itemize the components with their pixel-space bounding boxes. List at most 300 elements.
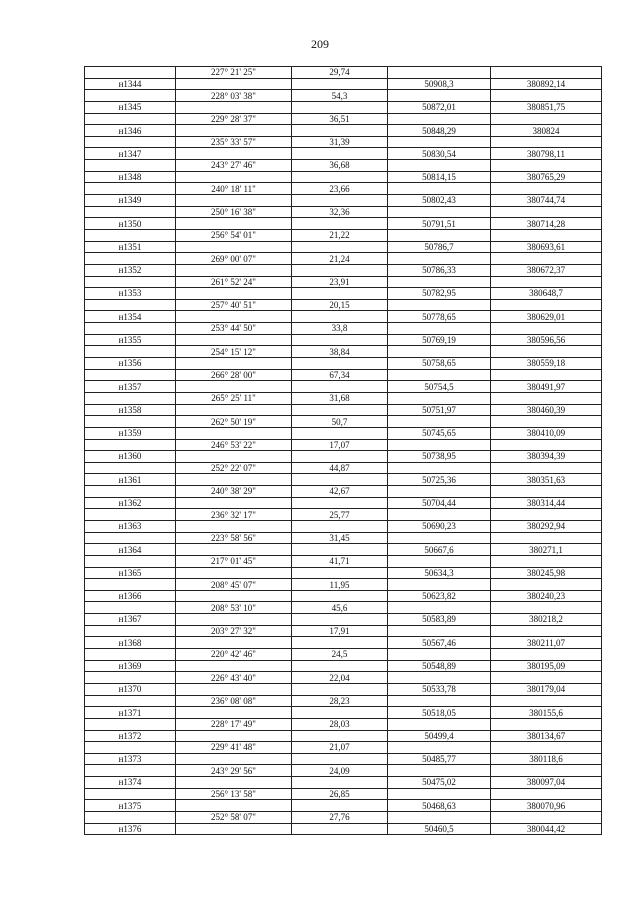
empty-angle-cell (176, 730, 292, 742)
empty-angle-cell (176, 358, 292, 370)
x-coordinate-cell: 50499,4 (388, 730, 491, 742)
direction-angle-cell: 208° 53' 10" (176, 602, 292, 614)
empty-point-cell (85, 718, 176, 730)
y-coordinate-cell: 380648,7 (491, 288, 602, 300)
y-coordinate-cell: 380097,04 (491, 777, 602, 789)
distance-cell: 36,68 (292, 160, 388, 172)
empty-x-cell (388, 136, 491, 148)
point-name-cell: н1374 (85, 777, 176, 789)
empty-point-cell (85, 765, 176, 777)
direction-angle-cell: 223° 58' 56" (176, 532, 292, 544)
y-coordinate-cell: 380195,09 (491, 660, 602, 672)
point-row (85, 195, 602, 207)
empty-angle-cell (176, 218, 292, 230)
point-row (85, 660, 602, 672)
empty-angle-cell (176, 707, 292, 719)
segment-row (85, 695, 602, 707)
empty-distance-cell (292, 125, 388, 137)
empty-point-cell (85, 602, 176, 614)
segment-row (85, 90, 602, 102)
x-coordinate-cell: 50518,05 (388, 707, 491, 719)
empty-y-cell (491, 532, 602, 544)
x-coordinate-cell: 50667,6 (388, 544, 491, 556)
empty-point-cell (85, 649, 176, 661)
point-name-cell: н1364 (85, 544, 176, 556)
y-coordinate-cell: 380240,23 (491, 590, 602, 602)
distance-cell: 67,34 (292, 369, 388, 381)
point-row (85, 78, 602, 90)
distance-cell: 38,84 (292, 346, 388, 358)
empty-x-cell (388, 206, 491, 218)
point-row (85, 520, 602, 532)
point-name-cell: н1354 (85, 311, 176, 323)
empty-point-cell (85, 695, 176, 707)
empty-distance-cell (292, 474, 388, 486)
empty-x-cell (388, 369, 491, 381)
distance-cell: 24,09 (292, 765, 388, 777)
direction-angle-cell: 229° 41' 48" (176, 742, 292, 754)
x-coordinate-cell: 50690,23 (388, 520, 491, 532)
empty-angle-cell (176, 497, 292, 509)
empty-x-cell (388, 346, 491, 358)
empty-point-cell (85, 788, 176, 800)
empty-point-cell (85, 672, 176, 684)
empty-angle-cell (176, 590, 292, 602)
direction-angle-cell: 250° 16' 38" (176, 206, 292, 218)
empty-point-cell (85, 113, 176, 125)
distance-cell: 44,87 (292, 462, 388, 474)
point-name-cell: н1352 (85, 264, 176, 276)
empty-distance-cell (292, 567, 388, 579)
empty-x-cell (388, 253, 491, 265)
segment-row (85, 369, 602, 381)
empty-angle-cell (176, 637, 292, 649)
point-name-cell: н1360 (85, 451, 176, 463)
point-name-cell: н1349 (85, 195, 176, 207)
empty-distance-cell (292, 520, 388, 532)
empty-angle-cell (176, 474, 292, 486)
empty-x-cell (388, 742, 491, 754)
y-coordinate-cell: 380851,75 (491, 101, 602, 113)
empty-angle-cell (176, 311, 292, 323)
direction-angle-cell: 252° 58' 07" (176, 812, 292, 824)
empty-angle-cell (176, 823, 292, 835)
distance-cell: 26,85 (292, 788, 388, 800)
empty-distance-cell (292, 614, 388, 626)
direction-angle-cell: 262° 50' 19" (176, 416, 292, 428)
empty-y-cell (491, 695, 602, 707)
point-row (85, 637, 602, 649)
empty-x-cell (388, 649, 491, 661)
empty-angle-cell (176, 334, 292, 346)
direction-angle-cell: 203° 27' 32" (176, 625, 292, 637)
empty-point-cell (85, 416, 176, 428)
y-coordinate-cell: 380460,39 (491, 404, 602, 416)
empty-point-cell (85, 625, 176, 637)
point-name-cell: н1344 (85, 78, 176, 90)
empty-x-cell (388, 812, 491, 824)
segment-row (85, 183, 602, 195)
empty-y-cell (491, 323, 602, 335)
segment-row (85, 718, 602, 730)
segment-row (85, 602, 602, 614)
point-name-cell: н1357 (85, 381, 176, 393)
empty-angle-cell (176, 264, 292, 276)
empty-distance-cell (292, 451, 388, 463)
direction-angle-cell: 208° 45' 07" (176, 579, 292, 591)
empty-angle-cell (176, 195, 292, 207)
empty-distance-cell (292, 753, 388, 765)
x-coordinate-cell: 50485,77 (388, 753, 491, 765)
y-coordinate-cell: 380596,56 (491, 334, 602, 346)
point-name-cell: н1358 (85, 404, 176, 416)
empty-point-cell (85, 160, 176, 172)
empty-x-cell (388, 695, 491, 707)
direction-angle-cell: 269° 00' 07" (176, 253, 292, 265)
empty-y-cell (491, 672, 602, 684)
empty-x-cell (388, 602, 491, 614)
y-coordinate-cell: 380070,96 (491, 800, 602, 812)
point-name-cell: н1371 (85, 707, 176, 719)
point-row (85, 683, 602, 695)
y-coordinate-cell: 380351,63 (491, 474, 602, 486)
empty-angle-cell (176, 800, 292, 812)
empty-angle-cell (176, 171, 292, 183)
y-coordinate-cell: 380744,74 (491, 195, 602, 207)
empty-y-cell (491, 67, 602, 79)
empty-point-cell (85, 392, 176, 404)
distance-cell: 42,67 (292, 486, 388, 498)
empty-distance-cell (292, 334, 388, 346)
distance-cell: 22,04 (292, 672, 388, 684)
point-row (85, 614, 602, 626)
distance-cell: 11,95 (292, 579, 388, 591)
empty-distance-cell (292, 264, 388, 276)
empty-y-cell (491, 462, 602, 474)
distance-cell: 41,71 (292, 555, 388, 567)
point-row (85, 311, 602, 323)
segment-row (85, 579, 602, 591)
y-coordinate-cell: 380765,29 (491, 171, 602, 183)
empty-distance-cell (292, 590, 388, 602)
y-coordinate-cell: 380134,67 (491, 730, 602, 742)
direction-angle-cell: 217° 01' 45" (176, 555, 292, 567)
segment-row (85, 253, 602, 265)
point-row (85, 753, 602, 765)
y-coordinate-cell: 380394,39 (491, 451, 602, 463)
empty-y-cell (491, 113, 602, 125)
point-row (85, 567, 602, 579)
empty-y-cell (491, 90, 602, 102)
point-name-cell: н1369 (85, 660, 176, 672)
segment-row (85, 625, 602, 637)
empty-y-cell (491, 229, 602, 241)
point-row (85, 288, 602, 300)
empty-y-cell (491, 555, 602, 567)
point-row (85, 358, 602, 370)
empty-point-cell (85, 742, 176, 754)
x-coordinate-cell: 50533,78 (388, 683, 491, 695)
y-coordinate-cell: 380693,61 (491, 241, 602, 253)
point-row (85, 544, 602, 556)
empty-point-cell (85, 136, 176, 148)
empty-distance-cell (292, 683, 388, 695)
empty-point-cell (85, 253, 176, 265)
empty-point-cell (85, 579, 176, 591)
distance-cell: 45,6 (292, 602, 388, 614)
empty-y-cell (491, 486, 602, 498)
empty-point-cell (85, 439, 176, 451)
segment-row (85, 532, 602, 544)
empty-point-cell (85, 509, 176, 521)
empty-x-cell (388, 486, 491, 498)
empty-x-cell (388, 90, 491, 102)
direction-angle-cell: 246° 53' 22" (176, 439, 292, 451)
x-coordinate-cell: 50778,65 (388, 311, 491, 323)
segment-row (85, 672, 602, 684)
empty-x-cell (388, 765, 491, 777)
empty-y-cell (491, 602, 602, 614)
empty-distance-cell (292, 427, 388, 439)
empty-distance-cell (292, 195, 388, 207)
empty-distance-cell (292, 637, 388, 649)
empty-distance-cell (292, 497, 388, 509)
distance-cell: 23,91 (292, 276, 388, 288)
empty-point-cell (85, 229, 176, 241)
segment-row (85, 788, 602, 800)
empty-x-cell (388, 299, 491, 311)
empty-y-cell (491, 439, 602, 451)
y-coordinate-cell: 380155,6 (491, 707, 602, 719)
distance-cell: 21,24 (292, 253, 388, 265)
x-coordinate-cell: 50583,89 (388, 614, 491, 626)
empty-y-cell (491, 160, 602, 172)
empty-x-cell (388, 392, 491, 404)
empty-y-cell (491, 346, 602, 358)
y-coordinate-cell: 380314,44 (491, 497, 602, 509)
distance-cell: 24,5 (292, 649, 388, 661)
segment-row (85, 299, 602, 311)
direction-angle-cell: 228° 03' 38" (176, 90, 292, 102)
empty-y-cell (491, 183, 602, 195)
empty-x-cell (388, 113, 491, 125)
distance-cell: 28,23 (292, 695, 388, 707)
empty-point-cell (85, 532, 176, 544)
empty-x-cell (388, 625, 491, 637)
distance-cell: 31,39 (292, 136, 388, 148)
point-row (85, 707, 602, 719)
segment-row (85, 765, 602, 777)
empty-y-cell (491, 299, 602, 311)
y-coordinate-cell: 380179,04 (491, 683, 602, 695)
empty-y-cell (491, 369, 602, 381)
y-coordinate-cell: 380892,14 (491, 78, 602, 90)
empty-angle-cell (176, 614, 292, 626)
y-coordinate-cell: 380629,01 (491, 311, 602, 323)
x-coordinate-cell: 50745,65 (388, 427, 491, 439)
point-row (85, 823, 602, 835)
direction-angle-cell: 266° 28' 00" (176, 369, 292, 381)
x-coordinate-cell: 50908,3 (388, 78, 491, 90)
empty-angle-cell (176, 520, 292, 532)
empty-y-cell (491, 392, 602, 404)
segment-row (85, 206, 602, 218)
empty-point-cell (85, 299, 176, 311)
empty-x-cell (388, 229, 491, 241)
empty-y-cell (491, 718, 602, 730)
segment-row (85, 160, 602, 172)
direction-angle-cell: 253° 44' 50" (176, 323, 292, 335)
x-coordinate-cell: 50548,89 (388, 660, 491, 672)
empty-y-cell (491, 742, 602, 754)
empty-distance-cell (292, 358, 388, 370)
x-coordinate-cell: 50802,43 (388, 195, 491, 207)
point-name-cell: н1366 (85, 590, 176, 602)
point-row (85, 334, 602, 346)
empty-y-cell (491, 788, 602, 800)
x-coordinate-cell: 50623,82 (388, 590, 491, 602)
empty-distance-cell (292, 707, 388, 719)
empty-y-cell (491, 136, 602, 148)
distance-cell: 27,76 (292, 812, 388, 824)
empty-y-cell (491, 579, 602, 591)
empty-x-cell (388, 160, 491, 172)
point-name-cell: н1373 (85, 753, 176, 765)
empty-point-cell (85, 183, 176, 195)
segment-row (85, 486, 602, 498)
x-coordinate-cell: 50725,36 (388, 474, 491, 486)
empty-angle-cell (176, 125, 292, 137)
empty-angle-cell (176, 451, 292, 463)
point-name-cell: н1361 (85, 474, 176, 486)
empty-x-cell (388, 532, 491, 544)
direction-angle-cell: 243° 29' 56" (176, 765, 292, 777)
point-row (85, 427, 602, 439)
distance-cell: 31,45 (292, 532, 388, 544)
empty-angle-cell (176, 427, 292, 439)
x-coordinate-cell: 50751,97 (388, 404, 491, 416)
x-coordinate-cell: 50786,33 (388, 264, 491, 276)
direction-angle-cell: 220° 42' 46" (176, 649, 292, 661)
direction-angle-cell: 256° 13' 58" (176, 788, 292, 800)
point-row (85, 125, 602, 137)
x-coordinate-cell: 50460,5 (388, 823, 491, 835)
empty-distance-cell (292, 171, 388, 183)
direction-angle-cell: 240° 18' 11" (176, 183, 292, 195)
point-row (85, 404, 602, 416)
empty-point-cell (85, 206, 176, 218)
point-row (85, 474, 602, 486)
empty-distance-cell (292, 730, 388, 742)
empty-point-cell (85, 346, 176, 358)
empty-distance-cell (292, 241, 388, 253)
point-name-cell: н1350 (85, 218, 176, 230)
empty-x-cell (388, 276, 491, 288)
point-name-cell: н1347 (85, 148, 176, 160)
point-name-cell: н1375 (85, 800, 176, 812)
empty-y-cell (491, 765, 602, 777)
y-coordinate-cell: 380118,6 (491, 753, 602, 765)
empty-angle-cell (176, 753, 292, 765)
point-name-cell: н1356 (85, 358, 176, 370)
point-row (85, 730, 602, 742)
empty-distance-cell (292, 823, 388, 835)
direction-angle-cell: 226° 43' 40" (176, 672, 292, 684)
distance-cell: 21,07 (292, 742, 388, 754)
y-coordinate-cell: 380271,1 (491, 544, 602, 556)
point-name-cell: н1353 (85, 288, 176, 300)
y-coordinate-cell: 380410,09 (491, 427, 602, 439)
empty-angle-cell (176, 777, 292, 789)
segment-row (85, 812, 602, 824)
distance-cell: 17,91 (292, 625, 388, 637)
empty-x-cell (388, 183, 491, 195)
distance-cell: 25,77 (292, 509, 388, 521)
empty-x-cell (388, 67, 491, 79)
empty-point-cell (85, 323, 176, 335)
direction-angle-cell: 254° 15' 12" (176, 346, 292, 358)
segment-row (85, 323, 602, 335)
empty-x-cell (388, 462, 491, 474)
distance-cell: 50,7 (292, 416, 388, 428)
point-name-cell: н1372 (85, 730, 176, 742)
direction-angle-cell: 236° 08' 08" (176, 695, 292, 707)
empty-angle-cell (176, 660, 292, 672)
empty-angle-cell (176, 381, 292, 393)
empty-y-cell (491, 416, 602, 428)
point-name-cell: н1355 (85, 334, 176, 346)
empty-distance-cell (292, 148, 388, 160)
x-coordinate-cell: 50754,5 (388, 381, 491, 393)
page-number: 209 (311, 37, 329, 51)
direction-angle-cell: 227° 21' 25" (176, 67, 292, 79)
direction-angle-cell: 235° 33' 57" (176, 136, 292, 148)
distance-cell: 17,07 (292, 439, 388, 451)
distance-cell: 20,15 (292, 299, 388, 311)
point-name-cell: н1367 (85, 614, 176, 626)
y-coordinate-cell: 380211,07 (491, 637, 602, 649)
empty-distance-cell (292, 101, 388, 113)
y-coordinate-cell: 380798,11 (491, 148, 602, 160)
empty-point-cell (85, 90, 176, 102)
coordinates-table-body (85, 67, 602, 835)
point-row (85, 101, 602, 113)
distance-cell: 29,74 (292, 67, 388, 79)
point-name-cell: н1351 (85, 241, 176, 253)
direction-angle-cell: 228° 17' 49" (176, 718, 292, 730)
point-name-cell: н1365 (85, 567, 176, 579)
x-coordinate-cell: 50848,29 (388, 125, 491, 137)
empty-x-cell (388, 323, 491, 335)
empty-distance-cell (292, 404, 388, 416)
x-coordinate-cell: 50758,65 (388, 358, 491, 370)
direction-angle-cell: 256° 54' 01" (176, 229, 292, 241)
point-row (85, 777, 602, 789)
empty-point-cell (85, 812, 176, 824)
empty-point-cell (85, 369, 176, 381)
distance-cell: 32,36 (292, 206, 388, 218)
distance-cell: 33,8 (292, 323, 388, 335)
empty-distance-cell (292, 800, 388, 812)
direction-angle-cell: 243° 27' 46" (176, 160, 292, 172)
direction-angle-cell: 236° 32' 17" (176, 509, 292, 521)
empty-angle-cell (176, 241, 292, 253)
empty-point-cell (85, 67, 176, 79)
empty-angle-cell (176, 567, 292, 579)
empty-y-cell (491, 625, 602, 637)
empty-y-cell (491, 206, 602, 218)
y-coordinate-cell: 380044,42 (491, 823, 602, 835)
